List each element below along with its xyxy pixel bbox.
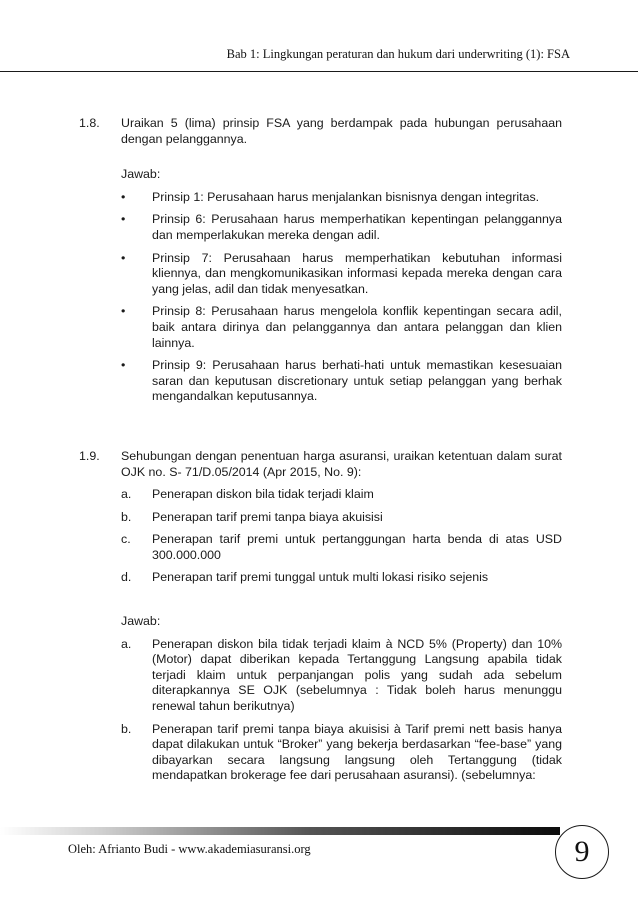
list-item: [121, 570, 562, 586]
section-number: 1.8.: [79, 116, 100, 130]
answer-items: [121, 637, 562, 784]
footer-gradient-bar: [0, 827, 560, 835]
list-item: [121, 722, 562, 784]
section-1-8: [79, 116, 562, 405]
answer-label: Jawab:: [121, 167, 161, 182]
list-item: [121, 487, 562, 503]
bullet-icon: •: [121, 358, 126, 373]
section-number: 1.9.: [79, 448, 100, 463]
footer-author: Oleh: Afrianto Budi - www.akademiasuransi.org: [68, 842, 311, 856]
list-item-text: Penerapan tarif premi untuk pertanggungan harta benda di atas USD 300.000.000: [152, 532, 562, 562]
list-item-text: Prinsip 6: Perusahaan harus memperhatikan kepentingan pelanggannya dan memperlakukan mereka dengan adil.: [152, 212, 562, 242]
list-item: [121, 190, 562, 206]
item-label: c.: [121, 532, 131, 547]
bullet-icon: •: [121, 212, 126, 227]
answer-label: Jawab:: [121, 614, 161, 629]
question-text: Sehubungan dengan penentuan harga asuransi, uraikan ketentuan dalam surat OJK no. S- 71/D.05/2014 (Apr 2015, No. 9):: [121, 448, 562, 479]
item-label: a.: [121, 487, 132, 502]
page-number-badge: [555, 825, 609, 879]
page-number: 9: [574, 835, 590, 868]
list-item: [121, 637, 562, 715]
item-label: b.: [121, 721, 132, 736]
list-item: [121, 358, 562, 405]
list-item-text: Prinsip 7: Perusahaan harus memperhatikan kebutuhan informasi kliennya, dan mengkomunikasikan informasi kepada mereka dengan cara yang jelas, adil dan tidak menyesatkan.: [152, 250, 562, 296]
item-label: b.: [121, 509, 132, 524]
list-item-text: Penerapan tarif premi tanpa biaya akuisisi: [152, 509, 383, 524]
list-item: [121, 510, 562, 526]
bullet-icon: •: [121, 189, 126, 204]
list-item-text: Penerapan diskon bila tidak terjadi klaim à NCD 5% (Property) dan 10% (Motor) dapat diberikan kepada Tertanggung Langsung apabila tidak terjadi klaim untuk perpanjangan polis yang sudah ada sebelum diterapkannya SE OJK (sebelumnya : Tidak boleh harus menunggu renewal tahun berikutnya): [152, 636, 562, 714]
list-item: [121, 251, 562, 298]
principle-list: [121, 190, 562, 405]
item-label: d.: [121, 570, 132, 585]
running-header: Bab 1: Lingkungan peraturan dan hukum dari underwriting (1): FSA: [226, 47, 570, 61]
list-item-text: Penerapan tarif premi tanpa biaya akuisisi à Tarif premi nett basis hanya dapat dilakukan untuk “Broker” yang bekerja berdasarkan “fee-base” yang dibayarkan secara langsung langsung oleh Tertanggung (tidak mendapatkan brokerage fee dari perusahaan asuransi). (sebelumnya:: [152, 721, 562, 783]
bullet-icon: •: [121, 250, 126, 265]
header-rule: [0, 71, 638, 72]
bullet-icon: •: [121, 304, 126, 319]
list-item-text: Prinsip 8: Perusahaan harus mengelola konflik kepentingan secara adil, baik antara dirinya dan pelanggannya dan antara pelanggan dan klien lainnya.: [152, 304, 562, 350]
list-item: [121, 304, 562, 351]
item-label: a.: [121, 636, 132, 651]
list-item-text: Prinsip 1: Perusahaan harus menjalankan bisnisnya dengan integritas.: [152, 189, 540, 204]
list-item: [121, 532, 562, 563]
question-text: Uraikan 5 (lima) prinsip FSA yang berdampak pada hubungan perusahaan dengan pelanggannya.: [121, 116, 562, 146]
list-item: [121, 212, 562, 243]
list-item-text: Penerapan diskon bila tidak terjadi klaim: [152, 487, 374, 502]
list-item-text: Penerapan tarif premi tunggal untuk multi lokasi risiko sejenis: [152, 570, 489, 585]
list-item-text: Prinsip 9: Perusahaan harus berhati-hati untuk memastikan kesesuaian saran dan keputusan discretionary untuk setiap pelanggan yang berhak mengandalkan keputusannya.: [152, 358, 562, 404]
section-1-9: [79, 449, 562, 784]
page-content: [79, 116, 562, 784]
question-items: [121, 487, 562, 586]
